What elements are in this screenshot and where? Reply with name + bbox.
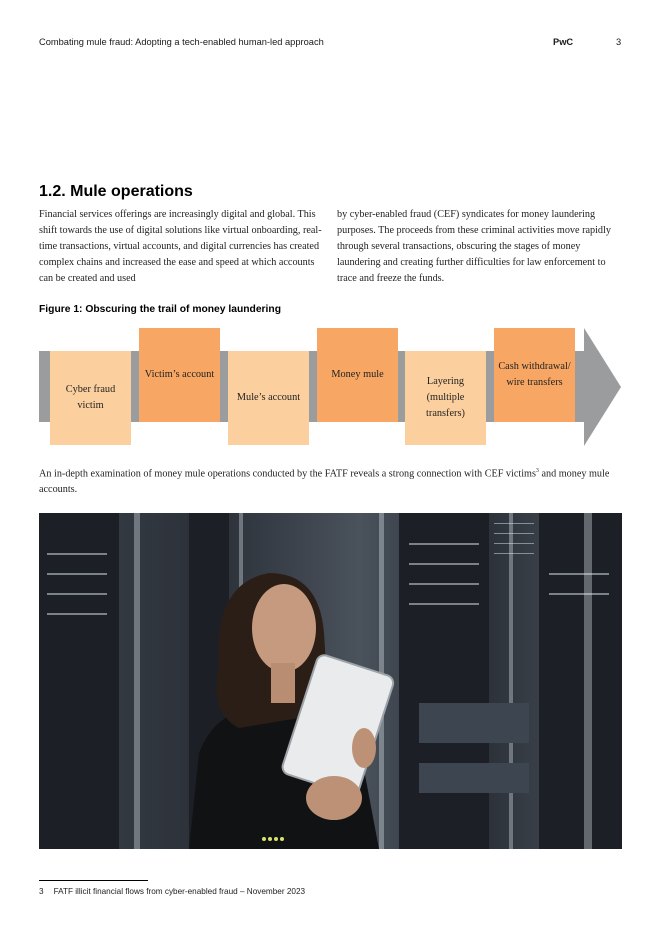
body-paragraph: [39, 463, 625, 498]
paragraph-text: An in-depth examination of money mule operations conducted by the FATF reveals a strong connection with CEF victims: [39, 468, 536, 480]
footnote-text: FATF illicit financial flows from cyber-enabled fraud – November 2023: [53, 887, 306, 896]
step-victims-account: Victim’s account: [139, 328, 220, 422]
flow-diagram: [39, 328, 621, 446]
step-layering: Layering (multiple transfers): [405, 351, 486, 445]
running-header-title: Combating mule fraud: Adopting a tech-enabled human-led approach: [39, 37, 324, 47]
page-number: 3: [616, 37, 622, 47]
section-title: 1.2. Mule operations: [39, 183, 193, 200]
photo-woman-with-tablet-in-server-room: [39, 513, 622, 849]
footnote-rule: [39, 880, 148, 881]
step-mules-account: Mule’s account: [228, 351, 309, 445]
step-cash-withdrawal: Cash withdrawal/ wire transfers: [494, 328, 575, 422]
body-column-right: by cyber-enabled fraud (CEF) syndicates for money laundering purposes. The proceeds from these criminal activities move rapidly through several transactions, obscuring the stages of money laundering and creating further difficulties for law enforcement to trace and freeze the funds.: [337, 209, 611, 284]
step-cyber-fraud-victim: Cyber fraud victim: [50, 351, 131, 445]
flow-arrowhead: [584, 328, 621, 446]
body-column-left: Financial services offerings are increasingly digital and global. This shift towards the use of digital solutions like virtual onboarding, real-time transactions, virtual accounts, and digital currencies has created complex chains and increased the ease and speed at which accounts can be created and used: [39, 209, 322, 284]
paragraph-text-end: and money mule accounts.: [39, 468, 610, 496]
footnote: [39, 887, 305, 896]
footnote-reference: 3: [535, 468, 539, 474]
footnote-number: 3: [39, 887, 44, 896]
step-money-mule: Money mule: [317, 328, 398, 422]
brand-label: PwC: [553, 37, 574, 47]
figure-title: Figure 1: Obscuring the trail of money laundering: [39, 304, 282, 315]
